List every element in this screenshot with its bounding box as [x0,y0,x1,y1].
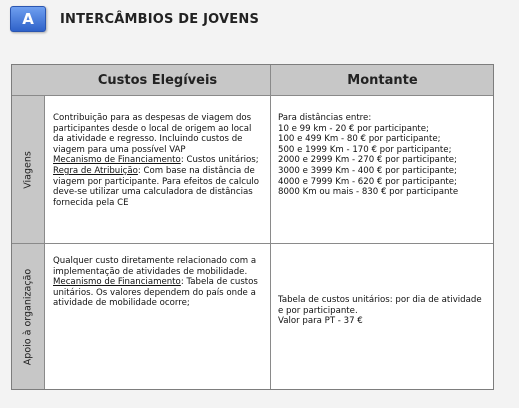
table-header-row [12,65,493,96]
header-blank-cell [12,65,45,95]
mecanismo-paragraph [53,277,264,309]
row-label-apoio: Apoio à organização [22,268,34,365]
custos-cell-apoio [45,244,270,389]
montante-line: Tabela de custos unitários: por dia de atividade e por participante. [278,295,482,316]
montante-line: 8000 Km ou mais - 830 € por participante [278,187,459,198]
header-montante: Montante [270,65,494,95]
mecanismo-text: : Custos unitários; [180,155,259,166]
montante-line: 500 e 1999 Km - 170 € por participante; [278,144,452,155]
montante-line: 100 e 499 Km - 80 € por participante; [278,134,441,145]
section-header [10,6,259,32]
montante-cell-viagens [270,96,493,243]
mecanismo-label: Mecanismo de Financiamento [53,155,181,166]
table-row-viagens [12,96,493,244]
row-label-cell [12,96,45,243]
regra-paragraph [53,166,264,208]
mecanismo-paragraph [53,155,264,166]
mecanismo-text: : Tabela de custos unitários. Os valores dependem do país onde a atividade de mobilidade ocorre; [53,277,258,309]
costs-table [11,64,494,390]
header-custos-elegiveis: Custos Elegíveis [97,72,218,88]
custos-cell-viagens [45,96,270,243]
section-title: INTERCÂMBIOS DE JOVENS [60,11,260,27]
regra-label: Regra de Atribuição [53,165,138,176]
table-row-apoio [12,244,493,389]
custos-intro: Qualquer custo diretamente relacionado com a implementação de atividades de mobilidade. [53,256,257,277]
montante-line: Para distâncias entre: [278,113,372,123]
montante-line: Valor para PT - 37 € [278,316,363,327]
row-label-viagens: Viagens [22,150,34,189]
montante-line: 10 e 99 km - 20 € por participante; [278,123,429,134]
mecanismo-label: Mecanismo de Financiamento [53,277,181,288]
montante-line: 4000 e 7999 Km - 620 € por participante; [278,176,457,187]
montante-line: 3000 e 3999 Km - 400 € por participante; [278,165,457,176]
montante-line: 2000 e 2999 Km - 270 € por participante; [278,155,457,166]
regra-text: : Com base na distância de viagem por participante. Para efeitos de calculo deve-se utilizar uma calculadora de distâncias fornecida pela CE [53,165,260,208]
section-badge: A [10,6,46,32]
montante-cell-apoio [270,244,493,389]
custos-intro: Contribuição para as despesas de viagem dos participantes desde o local de origem ao local da atividade e regresso. Incluindo custos de viagem para uma possível VAP [53,113,252,155]
row-label-cell [12,244,45,389]
